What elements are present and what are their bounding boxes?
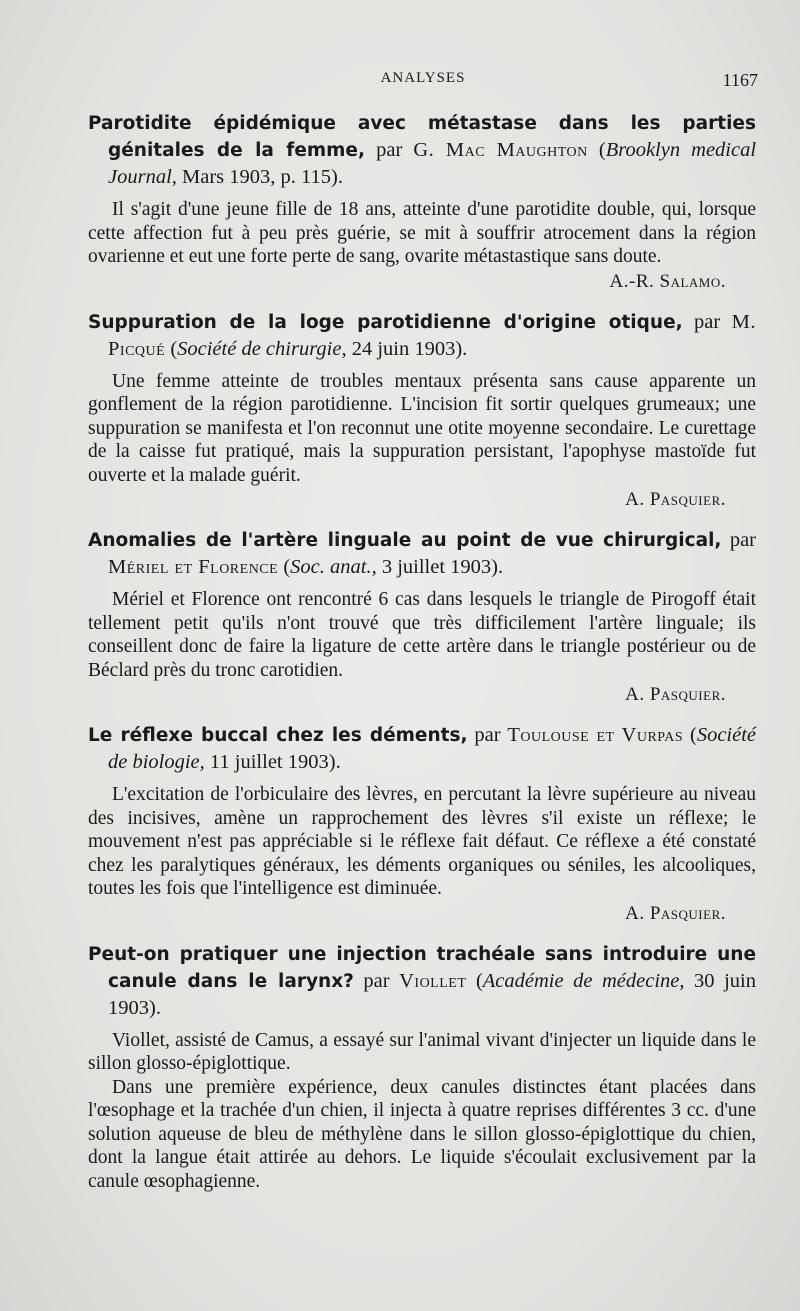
article-injection-tracheale (88, 941, 756, 1194)
article-journal: Société de biologie, (108, 724, 757, 773)
article-date: 11 juillet 1903). (209, 751, 341, 773)
page-content (88, 110, 756, 1209)
article-journal: Société de chirurgie, (177, 337, 347, 360)
article-author: Viollet (399, 969, 467, 992)
article-heading (88, 309, 756, 362)
article-paragraph: Viollet, assisté de Camus, a essayé sur l'animal vivant d'injecter un liquide dans le sillon glosso-épiglottique. (88, 1029, 756, 1074)
article-paragraph: Dans une première expérience, deux canules distinctes étant placées dans l'œsophage et la trachée d'un chien, il injecta à quatre reprises différentes 3 cc. d'une solution aqueuse de bleu de méthylène dans le sillon glosso-épiglottique du chien, dont la langue était attirée au dehors. Le liquide s'écoulait exclusivement par la canule œsophagienne. (88, 1076, 756, 1192)
page-number: 1167 (722, 70, 758, 90)
article-date: 24 juin 1903). (351, 337, 468, 360)
article-by: par (474, 724, 501, 746)
article-author: M. Picqué (108, 310, 756, 360)
article-by: par (694, 310, 721, 333)
source-paren: ( (170, 337, 178, 360)
article-signature: A. Pasquier. (625, 902, 726, 924)
article-by: par (363, 969, 390, 992)
article-title: Le réflexe buccal chez les déments, (88, 725, 468, 746)
article-by: par (376, 139, 403, 161)
article-journal: Académie de médecine, (482, 969, 685, 992)
article-author: Toulouse et Vurpas (507, 724, 684, 746)
source-paren: ( (475, 969, 483, 992)
article-title: Anomalies de l'artère linguale au point de vue chirurgical, (88, 530, 722, 551)
article-signature: A. Pasquier. (625, 489, 726, 510)
article-paragraph: L'excitation de l'orbiculaire des lèvres, en percutant la lèvre supérieure au niveau des incisives, amène un rapprochement des lèvres s'il existe un réflexe; le mouvement n'est pas appréciable si le réflexe fait défaut. Ce réflexe a été constaté chez les paralytiques généraux, les déments organiques ou séniles, les alcooliques, toutes les fois que l'intelligence est diminuée. (88, 784, 756, 899)
article-by: par (729, 529, 757, 551)
article-parotidite (88, 110, 756, 293)
article-heading (88, 941, 756, 1021)
section-title: ANALYSES (380, 70, 466, 86)
article-journal: Brooklyn medical Journal, (108, 139, 757, 188)
article-author: G. Mac Maughton (413, 139, 588, 161)
article-heading (88, 527, 756, 580)
article-signature: A.-R. Salamo. (609, 270, 726, 292)
source-paren: ( (283, 556, 291, 578)
article-heading (88, 110, 756, 190)
article-signature: A. Pasquier. (625, 684, 726, 705)
article-author: Mériel et Florence (108, 556, 279, 578)
article-paragraph: Mériel et Florence ont rencontré 6 cas dans lesquels le triangle de Pirogoff était tellement petit qu'ils n'ont trouvé que très difficilement l'artère linguale; ils conseillent donc de faire la ligature de cette artère dans le triangle postérieur ou de Béclard près du tronc carotidien. (88, 589, 756, 681)
article-title: Suppuration de la loge parotidienne d'origine otique, (88, 311, 683, 333)
article-date: 30 juin 1903). (108, 969, 756, 1019)
article-journal: Soc. anat., (290, 556, 377, 578)
article-suppuration (88, 309, 756, 512)
article-reflexe-buccal (88, 722, 756, 925)
article-heading (88, 722, 756, 775)
article-title: Peut-on pratiquer une injection trachéale sans introduire une canule dans le larynx? (88, 943, 756, 992)
article-date: Mars 1903, p. 115). (182, 166, 343, 188)
source-paren: ( (598, 139, 606, 161)
article-paragraph: Il s'agit d'une jeune fille de 18 ans, atteinte d'une parotidite double, qui, lorsque cette affection fut à peu près guérie, se mit à souffrir atrocement dans la région ovarienne et eut une forte perte de sang, ovarite métastastique sans doute. (88, 199, 756, 267)
article-date: 3 juillet 1903). (381, 556, 504, 578)
article-paragraph: Une femme atteinte de troubles mentaux présenta sans cause apparente un gonflement de la région parotidienne. L'incision fit sortir quelques grumeaux; une suppuration se manifesta et l'on reconnut une otite moyenne secondaire. Le curettage de la caisse fut pratiqué, mais la suppuration persistant, l'apophyse mastoïde fut ouverte et la malade guérit. (88, 370, 756, 486)
article-title: Parotidite épidémique avec métastase dans les parties génitales de la femme, (88, 113, 756, 161)
article-artere-linguale (88, 527, 756, 706)
source-paren: ( (690, 724, 697, 746)
